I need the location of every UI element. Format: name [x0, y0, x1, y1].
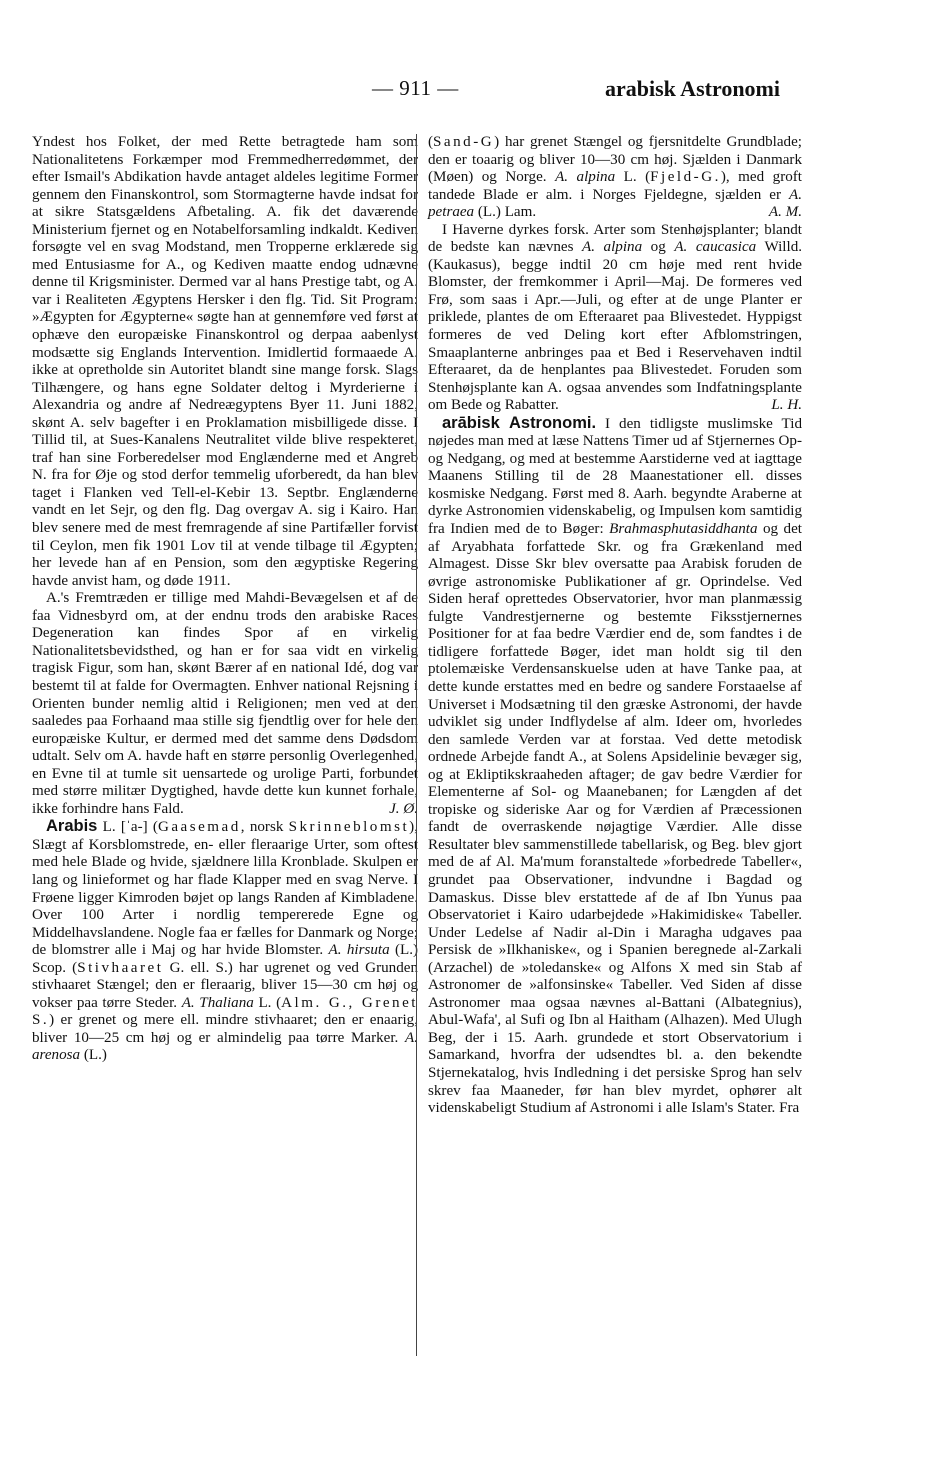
entry-text: ) er grenet og mere ell. mindre stivhaaret; den er enaarig, bliver 10—25 cm høj og er almindelig paa tørre Marker.: [32, 1012, 418, 1046]
page-number: — 911 —: [372, 76, 459, 100]
author-signature: J. Ø.: [389, 800, 418, 817]
common-name: Alm. G., Grenet S.: [32, 994, 418, 1029]
species-name: A. Thaliana: [181, 994, 254, 1011]
author-signature: L. H.: [771, 397, 802, 414]
garden-paragraph: [428, 222, 802, 415]
entry-text: ), med groft tandede Blade er alm. i Norges Fjeldegne, sjælden er: [428, 169, 802, 203]
entry-text: L. (: [253, 994, 282, 1011]
species-name: A. caucasica: [674, 239, 757, 256]
common-name: Skrinneblomst: [288, 819, 410, 836]
entry-text: L. [ˈa-] (: [97, 819, 158, 836]
entry-text: og: [642, 239, 675, 256]
entry-text: ) har grenet Stængel og fjersnitdelte Grundblade; den er toaarig og bliver 10—30 cm høj. Sjælden i Danmark (Møen) og Norge.: [428, 134, 802, 186]
entry-text: og det af Aryabhata forfattede Skr. og fra Grækenland med Almagest. Disse Skr blev oversatte paa Arabisk foruden de øvrige astronomiske Publikationer af gr. Oprindelse. Ved Siden heraf oprettedes Observatorier, hvor man planmæssig fulgte Vandrestjernerne og bestemte Fiksstjernernes Positioner for at faa bedre Værdier end de, som fandtes i de tidligere forfattede Bøger, idet man holdt sig til den ptolemæiske Verdensanskuelse uden at have Tanke paa, at dette kunde erstattes med en bedre og sandere Forstaaelse af Universet i Modsætning til den græske Astronomi, der havde udviklet sig under Indflydelse af alm. Ideer om, hvorledes den samlede Verden var at forstaa. Ved dette metodisk ordnede Arbejde fandt A., at Solens Apsidelinie bevæger sig, og at Ekliptikskraaheden aftager; de gav bedre Værdier for Elementerne af Sol- og Maanebanen; for Længden af det tropiske og sideriske Aar og for Værdien af Præcessionen fandt de overraskende nøjagtige Værdier. Alle disse Resultater blev sammenstillede tabellarisk, og Beg. blev gjort med de af Al. Ma'mum foranstaltede »forbedrede Tabeller«, grundet paa Observationer, indvundne i Bagdad og Damaskus. Disse blev erstattede af de af Ibn Yunus paa Observatoriet i Kairo udarbejdede »Hakimidiske« Tabeller. Under Ledelse af Nadir al-Din i Maragha udgaves paa Persisk de »Ilkhaniske«, og i Spanien beregnede al-Zarkali (Arzachel) de »toledanske« og Alfons X med sin Stab af Astronomer de »alfonsinske« Tabeller. Ved Siden af disse Astronomer maa ogsaa nævnes al-Battani (Albategnius), Abul-Wafa', al Sufi og Ibn al Haitham (Alhazen). Med Ulugh Beg, der i 15. Aarh. grundede et stort Observatorium i Samarkand, hvorfra der udsendtes bl. a. den bekendte Stjernekatalog, hvis Indledning i det persiske Sprog han selv skrev faa Maaneder, før han blev myrdet, ophører alt videnskabeligt Studium af Astronomi i alle Islam's Stater. Fra: [428, 521, 802, 1117]
entry-text: L. (: [615, 169, 651, 186]
urabi-paragraph-2-text: A.'s Fremtræden er tillige med Mahdi-Bevægelsen et af de faa Vidnesbyrd om, at der endnu trods den arabiske Races Degeneration kan findes Spor af en virkelig Nationalitetsbevidsthed, og han er for saa vidt en virkelig tragisk Figur, som han, skønt Bærer af en national Idé, dog var bestemt til at falde for Overmagten. Enhver national Rejsning i Orienten bunder nemlig altid i Religionen; men ved at den saaledes paa Forhaand maa stille sig fjendtlig over for hele den europæiske Kultur, er dermed med det samme dens Dødsdom udtalt. Selv om A. havde haft en større personlig Overlegenhed, en Evne til at tumle sit uensartede og urolige Parti, forbundet med større militær Dygtighed, havde dette kun kunnet forhale, ikke forhindre hans Fald.: [32, 590, 418, 817]
entry-text: (L.) Lam.: [474, 204, 537, 221]
entry-text: I den tidligste muslimske Tid nøjedes man med at læse Nattens Timer ud af Stjernernes Op- og Nedgang, og med at bestemme Aarstiderne ved at iagttage Maanens Stilling til de 28 Maanestationer ell. disses kosmiske Nedgang. Først med 8. Aarh. begyndte Araberne at dyrke Astronomien videnskabelig, og Impulsen kom samtidig fra Indien med de to Bøger:: [428, 415, 802, 538]
urabi-paragraph-1: Yndest hos Folket, der med Rette betragtede ham som Nationalitetens Forkæmper mod Fremmedherredømmet, der efter Ismail's Abdikation havde antaget aldeles legitime Former gennem den Finanskontrol, som Stormagterne havde indsat for at sikre Statsgældens Afbetaling. A. fik det daværende Ministerium fjernet og en Notabelforsamling indkaldt. Kediven forsøgte vel en svag Modstand, men Tropperne erklærede sig med Entusiasme for A., og Kediven maatte endog udnævne denne til Krigsminister. Dermed var al hans Prestige tabt, og A. var i Realiteten Ægyptens Hersker i den flg. Tid. Sit Program: »Ægypten for Ægypterne« søgte han at gennemføre ved først at ophæve den europæiske Finanskontrol og derpaa aabenlyst modsætte sig Englands Intervention. Imidlertid formaaede A. ikke at opretholde sin Autoritet blandt sine mange forsk. Slags Tilhængere, og hans egne Soldater deltog i Myrderierne i Alexandria og andre af Nedreægyptens Byer 11. Juni 1882, skønt A. selv bagefter i en Proklamation misbilligede disse. I Tillid til, at Sues-Kanalens Neutralitet vilde blive respekteret, traf han sine Forberedelser mod Englænderne med et Angreb N. fra for Øje og stod derfor temmelig uforberedt, da han blev taget i Flanken ved Tell-el-Kebir 13. Septbr. Englænderne vandt en let Sejr, og den flg. Dag overgav A. sig i Kairo. Han blev senere med de mest fremragende af sine Partifæller forvist til Ceylon, men fik 1901 Lov til at vende tilbage til Ægypten; her levede han af en Pension, som den ægyptiske Regering havde anvist ham, og døde 1911.: [32, 134, 418, 589]
common-name: Stivhaaret: [77, 959, 164, 976]
urabi-paragraph-2: [32, 590, 418, 818]
entry-text: I Haverne dyrkes forsk. Arter som Stenhøjsplanter; blandt de bedste kan nævnes: [428, 221, 802, 256]
species-name: A. alpina: [555, 169, 616, 186]
entry-text: Willd. (Kaukasus), begge indtil 20 cm høje med rent hvide Blomster, der fremkommer i April—Maj. De formeres ved Frø, som saas i Apr.—Juli, og efter at de unge Planter er priklede, plantes de om Efteraaret paa Blivestedet. Hyppigst formeres de ved Deling kort efter Afblomstringen, Smaaplanterne anbringes paa et Bed i Reservehaven indtil Efteraaret, da de henplantes paa Blivestedet. Foruden som Stenhøjsplante kan A. ogsaa anvendes som Indfatningsplante om Bede og Rabatter.: [428, 239, 803, 414]
book-title: Brahmasphutasiddhanta: [609, 521, 758, 538]
left-column: [32, 134, 418, 1065]
entry-text: G. ell. S.) har ugrenet og ved Grunden stivhaaret Stængel; den er fleraarig, bliver 15—30 cm høj og vokser paa tørre Steder.: [32, 959, 418, 1011]
entry-headword: Arabis: [46, 817, 98, 836]
species-name: A. arenosa: [32, 1029, 418, 1064]
entry-text: , norsk: [240, 819, 289, 836]
entry-headword: arābisk Astronomi.: [442, 413, 597, 432]
entry-text: (L.): [80, 1047, 107, 1064]
arabis-entry: [32, 818, 418, 1065]
arabic-astronomy-entry: [428, 415, 802, 1118]
author-signature: A. M.: [768, 204, 802, 221]
common-name: Sand-G: [433, 134, 495, 150]
running-head: arabisk Astronomi: [604, 76, 780, 101]
entry-text: (: [428, 134, 434, 150]
species-name: A. petraea: [428, 186, 802, 221]
entry-text: ), Slægt af Korsblomstrede, en- eller fleraarige Urter, som oftest med hele Blade og hvide, sjældnere lilla Kronblade. Skulpen er lang og linieformet og har flade Klapper med en svag Nerve. I Frøene ligger Kimroden bøjet op langs Randen af Kimbladene. Over 100 Arter i nordlig tempererede Egne og Middelhavslandene. Nogle faa er fælles for Danmark og Norge; de blomstrer alle i Maj og har hvide Blomster.: [32, 819, 418, 959]
species-name: A. alpina: [582, 239, 643, 256]
entry-text: (L.) Scop. (: [32, 942, 418, 976]
arabis-continuation: [428, 134, 802, 222]
right-column: [428, 134, 802, 1118]
column-divider: [416, 134, 417, 1356]
species-name: A. hirsuta: [328, 942, 390, 959]
common-name: Gaasemad: [157, 819, 241, 836]
page-header: [0, 76, 928, 106]
common-name: Fjeld-G.: [650, 169, 721, 186]
